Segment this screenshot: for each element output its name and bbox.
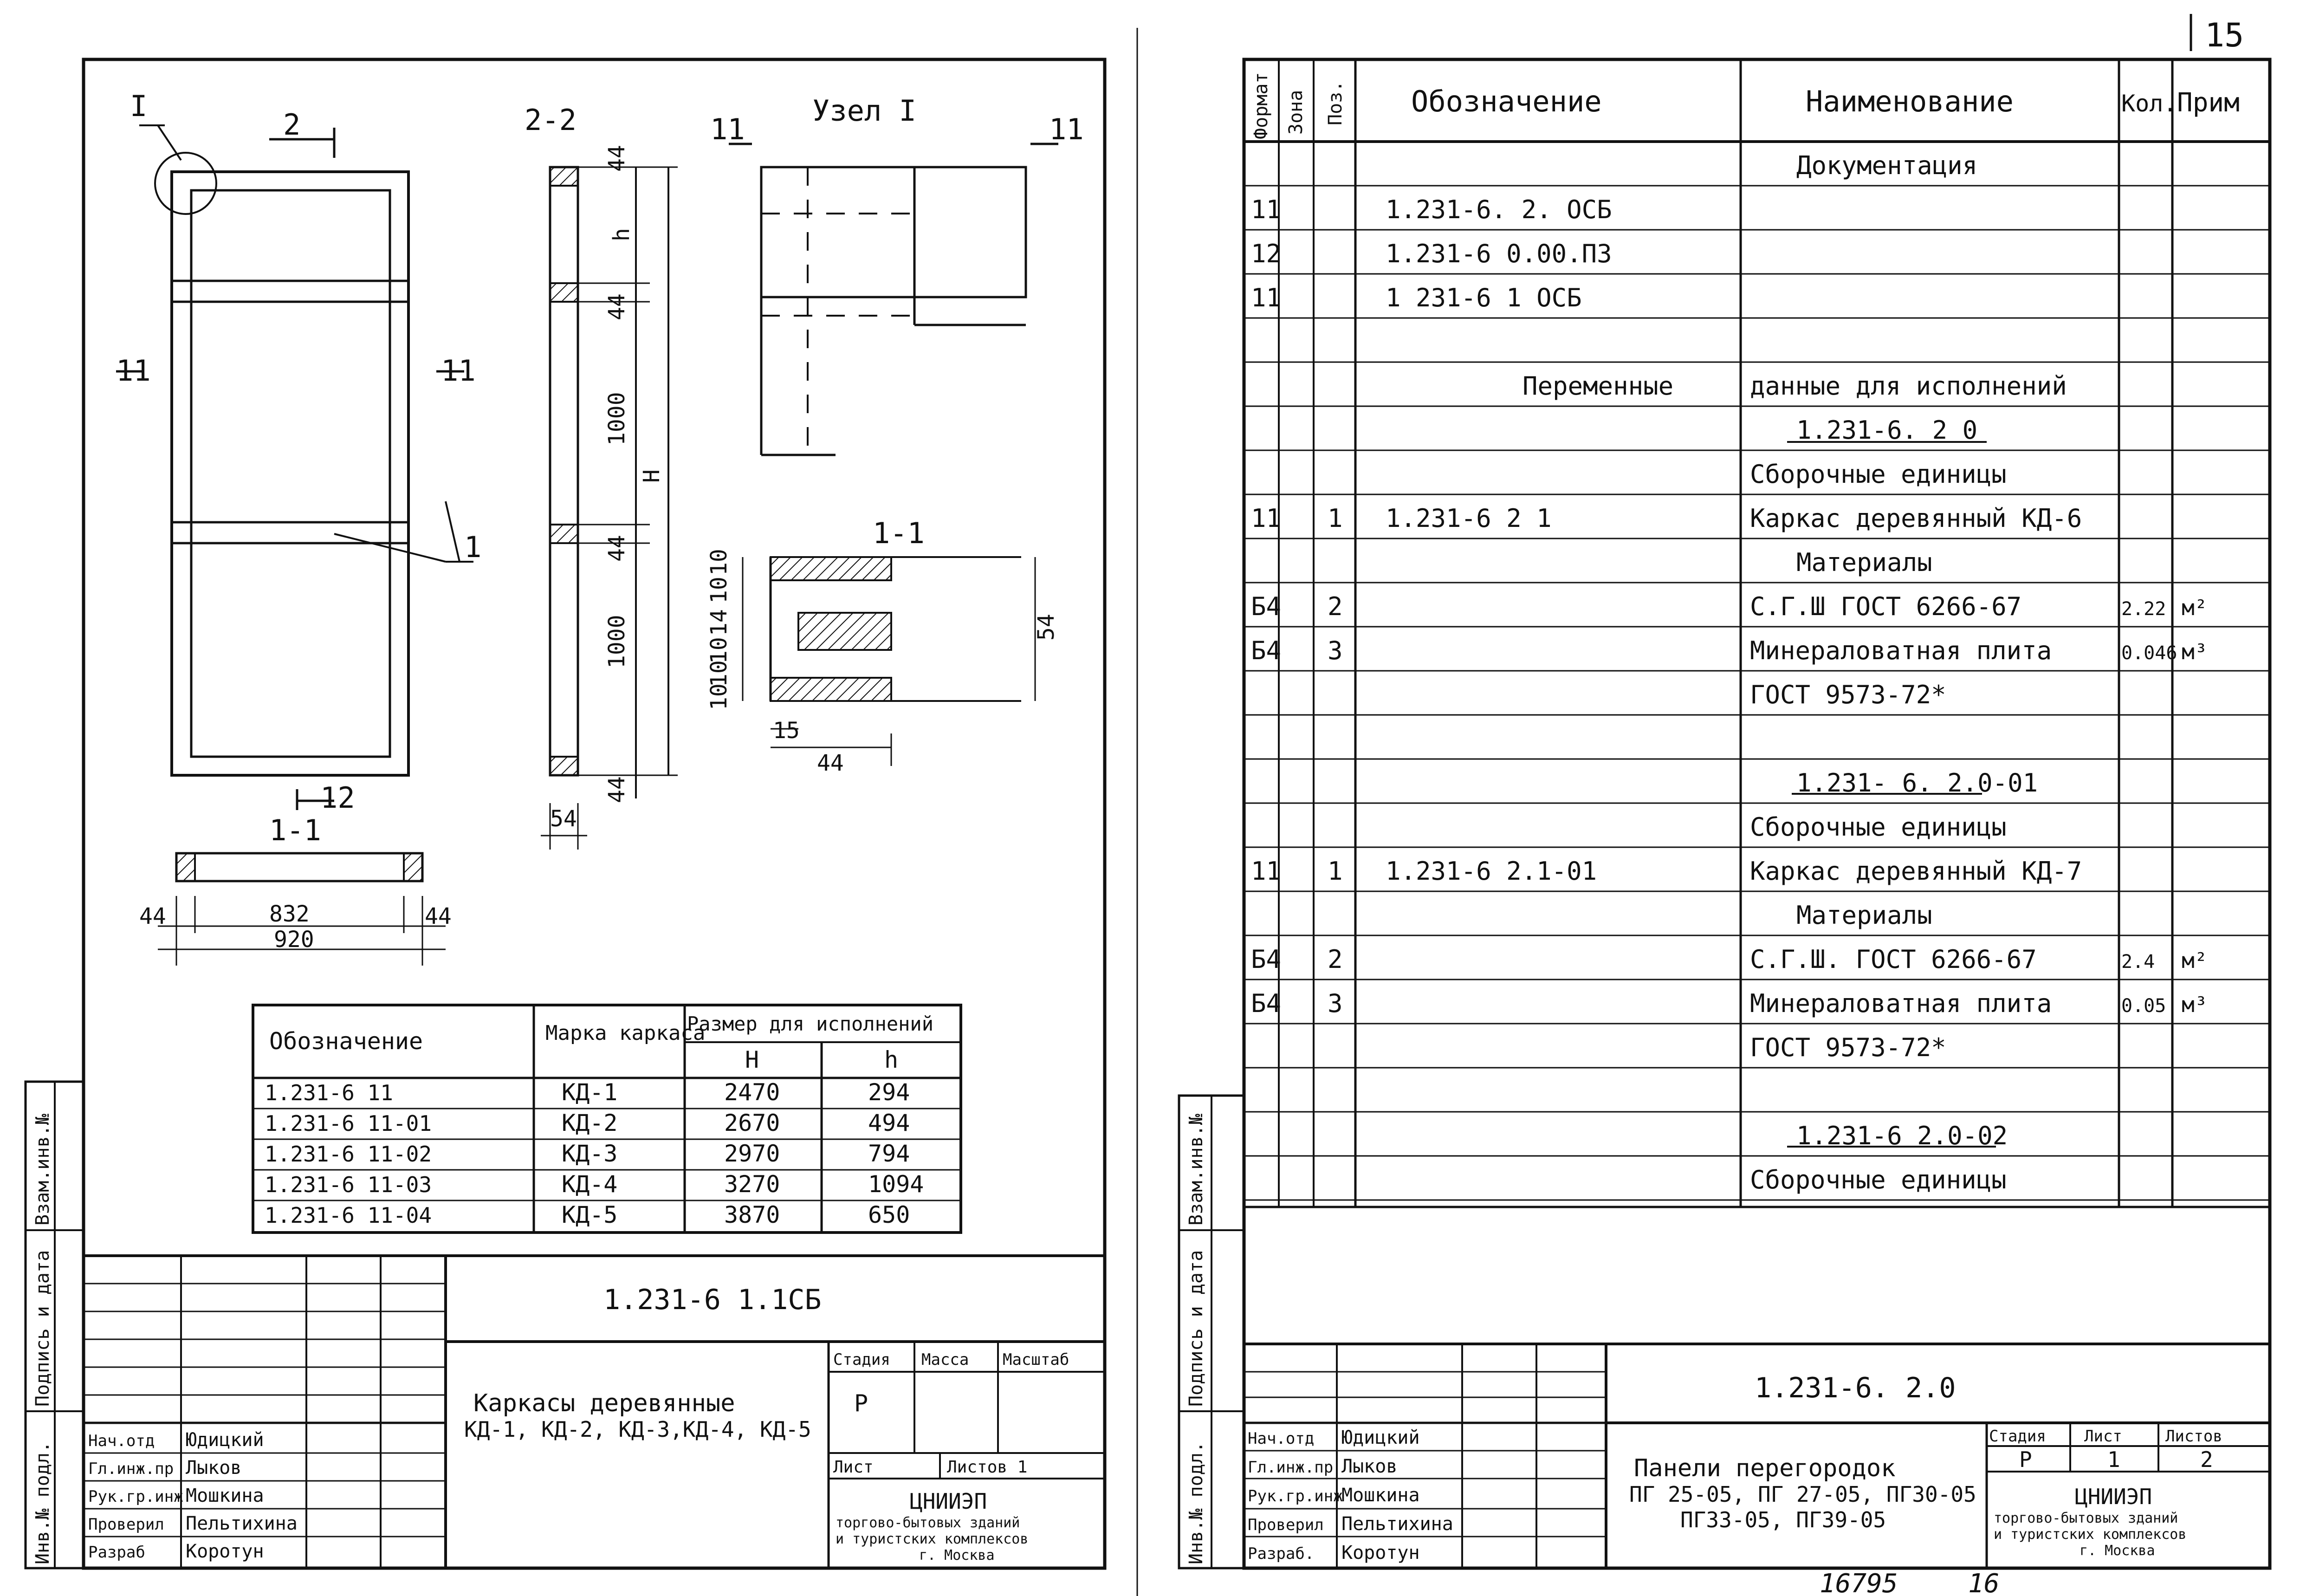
dim-detail-10-a: 10 (706, 549, 732, 576)
left-code: 1.231-6 1.1СБ (603, 1284, 822, 1316)
table-cell: 2470 (724, 1079, 780, 1106)
table-header-h: h (884, 1046, 899, 1073)
table-header-mark: Марка каркаса (545, 1021, 706, 1045)
spec-header-designation: Обозначение (1411, 84, 1602, 118)
spec-header-qty: Кол. (2121, 90, 2177, 117)
spec-cell: ГОСТ 9573-72* (1750, 1033, 1946, 1062)
right-org-line3: и туристских комплексов (1994, 1526, 2187, 1543)
role-title: Рук.гр.инж (88, 1487, 183, 1506)
table-header-H: H (745, 1046, 759, 1073)
table-cell: 1.231-6 11-04 (265, 1203, 432, 1228)
spec-header-zone: Зона (1285, 90, 1307, 135)
dim-detail-54: 54 (1033, 614, 1059, 641)
spec-cell: 1 (1328, 856, 1343, 886)
role-name: Лыков (186, 1457, 242, 1479)
dim-2-2-1000-a: 1000 (604, 392, 630, 446)
section-2-2-title: 2-2 (525, 103, 577, 137)
table-cell: 1.231-6 11-03 (265, 1172, 432, 1197)
spec-cell: Б4 (1251, 989, 1282, 1018)
dim-detail-10-e: 10 (706, 683, 732, 710)
role-title: Рук.гр.инж (1248, 1487, 1343, 1505)
dim-2-2-h: h (609, 228, 635, 241)
left-scale-label: Масштаб (1003, 1350, 1069, 1369)
table-cell: 794 (868, 1140, 910, 1167)
spec-header-format: Формат (1250, 72, 1272, 139)
table-cell: 494 (868, 1109, 910, 1136)
spec-cell: Сборочные единицы (1750, 460, 2007, 489)
role-name: Мошкина (186, 1485, 264, 1506)
left-org-line3: и туристских комплексов (836, 1531, 1029, 1547)
right-sheet-label: Лист (2084, 1427, 2122, 1446)
dim-detail-10-d: 10 (706, 660, 732, 687)
left-org-line1: ЦНИИЭП (910, 1489, 987, 1514)
right-side-stamp-signature: Подпись и дата (1186, 1250, 1207, 1407)
dim-2-2-54: 54 (550, 806, 577, 832)
left-stage-label: Стадия (833, 1350, 890, 1369)
right-stage: Р (2019, 1447, 2032, 1472)
spec-cell: 3 (1328, 989, 1343, 1018)
dim-1-1-44-left: 44 (139, 903, 166, 929)
table-cell: КД-4 (562, 1171, 618, 1198)
spec-cell: Б4 (1251, 945, 1282, 974)
right-org-line2: торгово-бытовых зданий (1994, 1510, 2178, 1526)
dim-1-1-44-right: 44 (425, 903, 452, 929)
mark-11-right: 11 (441, 354, 476, 388)
spec-cell: 11 (1251, 283, 1282, 312)
spec-cell: 11 (1251, 195, 1282, 224)
table-cell: 1.231-6 11 (265, 1080, 393, 1105)
role-title: Нач.отд (1248, 1429, 1315, 1448)
role-title: Разраб (88, 1543, 145, 1562)
spec-cell: Сборочные единицы (1750, 812, 2007, 842)
spec-cell: м³ (2182, 639, 2208, 664)
spec-cell: 1.231-6 2 1 (1386, 504, 1552, 533)
role-title: Разраб. (1248, 1544, 1315, 1563)
dim-detail-14: 14 (706, 609, 732, 636)
spec-cell: 1.231-6 2.1-01 (1386, 856, 1597, 886)
spec-cell: 11 (1251, 856, 1282, 886)
dim-detail-10-c: 10 (706, 637, 732, 664)
left-sheet-label: Лист (833, 1458, 874, 1477)
left-org-line2: торгово-бытовых зданий (836, 1515, 1020, 1531)
table-cell: КД-3 (562, 1140, 618, 1167)
table-cell: 2670 (724, 1109, 780, 1136)
role-title: Нач.отд (88, 1432, 155, 1450)
spec-header-name: Наименование (1806, 84, 2014, 118)
dim-2-2-1000-b: 1000 (604, 615, 630, 668)
section-1-1-title: 1-1 (269, 813, 321, 847)
spec-cell: Документация (1796, 151, 1978, 180)
spec-cell: 0.046 (2121, 642, 2177, 664)
spec-cell: 2 (1328, 945, 1343, 974)
spec-cell: 1.231-6. 2. ОСБ (1386, 195, 1612, 224)
right-title-line1: Панели перегородок (1634, 1454, 1896, 1482)
table-cell: КД-1 (562, 1079, 618, 1106)
dim-detail-15: 15 (773, 718, 800, 744)
left-title-line1: Каркасы деревянные (473, 1389, 735, 1417)
dim-2-2-44-top: 44 (604, 145, 630, 172)
dim-detail-44: 44 (817, 750, 844, 776)
left-stage: Р (854, 1390, 868, 1417)
role-title: Гл.инж.пр (1248, 1458, 1334, 1477)
dim-2-2-44-bottom: 44 (604, 776, 630, 803)
archive-number: 16795 (1820, 1569, 1898, 1596)
role-name: Коротун (1341, 1542, 1420, 1564)
spec-cell: м³ (2182, 992, 2208, 1017)
node-label: I (130, 89, 148, 123)
right-sheet: 1 (2107, 1447, 2120, 1472)
spec-cell: Б4 (1251, 592, 1282, 621)
side-stamp-signature: Подпись и дата (32, 1250, 53, 1407)
spec-cell: 12 (1251, 239, 1282, 268)
node-title: Узел I (812, 94, 916, 128)
table-cell: 1.231-6 11-01 (265, 1111, 432, 1136)
table-header-size: Размер для исполнений (687, 1012, 934, 1035)
spec-cell: 0.05 (2121, 995, 2166, 1017)
role-name: Коротун (186, 1541, 264, 1562)
right-side-stamp-replaced: Взам.инв.№ (1186, 1114, 1207, 1226)
role-title: Гл.инж.пр (88, 1460, 174, 1478)
mark-1: 1 (464, 530, 482, 564)
spec-cell: ГОСТ 9573-72* (1750, 680, 1946, 709)
mark-11-node-right: 11 (1049, 112, 1084, 146)
node-marker-circle (155, 153, 216, 214)
table-cell: 650 (868, 1201, 910, 1228)
table-cell: КД-2 (562, 1109, 618, 1136)
table-header-designation: Обозначение (269, 1028, 423, 1055)
spec-cell: Минераловатная плита (1750, 989, 2052, 1018)
sheet-serial: 16 (1968, 1569, 2000, 1596)
table-cell: 1.231-6 11-02 (265, 1142, 432, 1167)
spec-header-pos: Поз. (1325, 80, 1346, 125)
dim-2-2-44-b: 44 (604, 535, 630, 562)
spec-cell: 2.22 (2121, 598, 2166, 620)
spec-header-note: Прим (2177, 88, 2240, 118)
left-title-line2: КД-1, КД-2, КД-3,КД-4, КД-5 (464, 1417, 811, 1442)
spec-cell: 1.231-6 2.0-02 (1796, 1121, 2008, 1150)
spec-cell: Материалы (1796, 548, 1932, 577)
spec-cell: 1 (1328, 504, 1343, 533)
role-name: Мошкина (1341, 1485, 1420, 1506)
spec-cell: Б4 (1251, 636, 1282, 665)
right-stage-label: Стадия (1989, 1427, 2046, 1446)
role-name: Лыков (1341, 1456, 1398, 1477)
role-name: Юдицкий (186, 1429, 264, 1451)
side-stamp-replaced: Взам.инв.№ (32, 1114, 53, 1226)
table-cell: 1094 (868, 1171, 924, 1198)
spec-cell: данные для исполнений (1750, 371, 2067, 401)
dim-detail-10-b: 10 (706, 577, 732, 603)
section-1-1-detail-title: 1-1 (873, 516, 925, 550)
dim-1-1-832: 832 (269, 901, 310, 927)
spec-cell: 1 231-6 1 ОСБ (1386, 283, 1582, 312)
spec-cell: Сборочные единицы (1750, 1165, 2007, 1194)
right-sheets-label: Листов (2165, 1427, 2222, 1446)
right-org-line4: г. Москва (2080, 1543, 2155, 1559)
table-cell: 294 (868, 1079, 910, 1106)
spec-cell: С.Г.Ш ГОСТ 6266-67 (1750, 592, 2022, 621)
dim-2-2-44-a: 44 (604, 293, 630, 320)
right-side-stamp-inv: Инв.№ подл. (1186, 1441, 1207, 1564)
spec-cell: 1.231-6 0.00.ПЗ (1386, 239, 1612, 268)
spec-cell: Материалы (1796, 901, 1932, 930)
page-number: 15 (2205, 16, 2244, 54)
role-name: Пельтихина (186, 1513, 298, 1534)
right-code: 1.231-6. 2.0 (1755, 1372, 1956, 1404)
right-title-line3: ПГ33-05, ПГ39-05 (1680, 1507, 1886, 1532)
spec-cell: 3 (1328, 636, 1343, 665)
role-name: Пельтихина (1341, 1513, 1453, 1535)
role-title: Проверил (1248, 1516, 1324, 1534)
dim-1-1-920: 920 (274, 927, 314, 953)
spec-cell: м² (2182, 595, 2208, 620)
left-mass-label: Масса (921, 1350, 969, 1369)
spec-cell: 1.231-6. 2 0 (1796, 415, 1978, 445)
role-name: Юдицкий (1341, 1427, 1420, 1448)
role-title: Проверил (88, 1515, 164, 1534)
spec-cell: Каркас деревянный КД-6 (1750, 504, 2082, 533)
spec-cell: Переменные (1523, 371, 1674, 401)
table-cell: 3870 (724, 1201, 780, 1228)
mark-11-node-left: 11 (710, 112, 745, 146)
spec-cell: 2.4 (2121, 951, 2155, 973)
table-cell: 2970 (724, 1140, 780, 1167)
spec-cell: м² (2182, 948, 2208, 973)
right-sheets: 2 (2200, 1447, 2213, 1472)
table-cell: 3270 (724, 1171, 780, 1198)
mark-11-left: 11 (116, 354, 151, 388)
mark-12: 12 (320, 781, 355, 815)
spec-cell: 2 (1328, 592, 1343, 621)
right-title-line2: ПГ 25-05, ПГ 27-05, ПГ30-05 (1629, 1482, 1976, 1507)
mark-2: 2 (283, 108, 301, 142)
table-cell: КД-5 (562, 1201, 618, 1228)
left-org-line4: г. Москва (919, 1547, 995, 1564)
left-sheets-label: Листов 1 (947, 1458, 1028, 1477)
spec-cell: Минераловатная плита (1750, 636, 2052, 665)
right-org-line1: ЦНИИЭП (2075, 1484, 2152, 1509)
side-stamp-inv: Инв.№ подл. (32, 1441, 53, 1564)
right-sheet (1137, 28, 2270, 1596)
spec-cell: С.Г.Ш. ГОСТ 6266-67 (1750, 945, 2037, 974)
dim-2-2-H: H (639, 469, 665, 483)
spec-cell: 11 (1251, 504, 1282, 533)
spec-cell: Каркас деревянный КД-7 (1750, 856, 2082, 886)
spec-cell: 1.231- 6. 2.0-01 (1796, 768, 2038, 798)
